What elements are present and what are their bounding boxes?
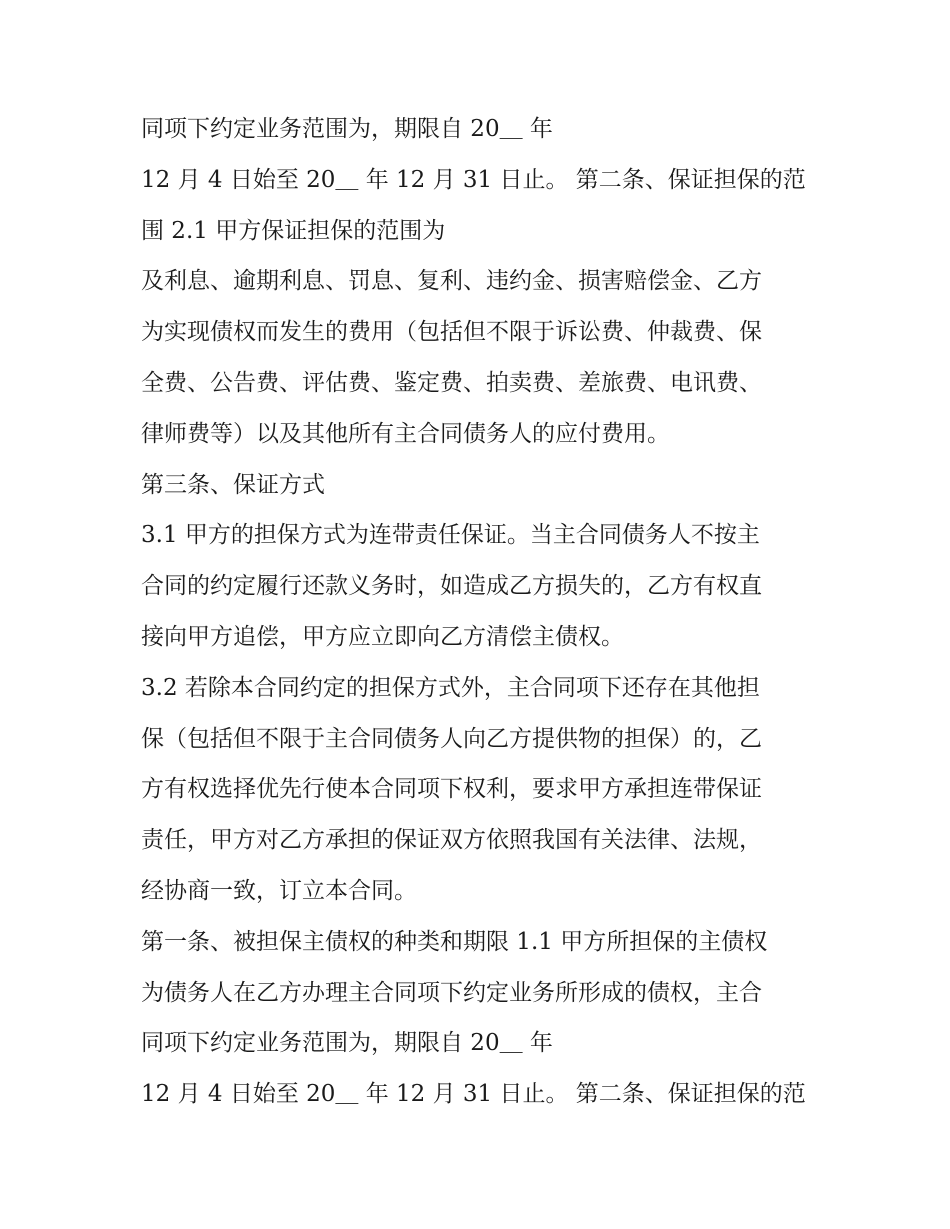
text-line: 第一条、被担保主债权的种类和期限 1.1 甲方所担保的主债权 — [141, 928, 768, 955]
text-line: 保（包括但不限于主合同债务人向乙方提供物的担保）的，乙 — [141, 725, 762, 752]
document-body — [141, 104, 821, 1120]
text-line: 12 月 4 日始至 20＿ 年 12 月 31 日止。 第二条、保证担保的范 — [141, 1081, 806, 1108]
text-line: 责任，甲方对乙方承担的保证双方依照我国有关法律、法规， — [141, 827, 762, 854]
text-line: 接向甲方追偿，甲方应立即向乙方清偿主债权。 — [141, 623, 624, 650]
text-line: 围 2.1 甲方保证担保的范围为 — [141, 217, 446, 244]
text-line: 3.2 若除本合同约定的担保方式外，主合同项下还存在其他担 — [141, 674, 760, 701]
text-line: 为债务人在乙方办理主合同项下约定业务所形成的债权，主合 — [141, 979, 762, 1006]
text-line: 律师费等）以及其他所有主合同债务人的应付费用。 — [141, 420, 670, 447]
text-line: 方有权选择优先行使本合同项下权利，要求甲方承担连带保证 — [141, 776, 762, 803]
text-line: 为实现债权而发生的费用（包括但不限于诉讼费、仲裁费、保 — [141, 319, 762, 346]
section-heading: 第三条、保证方式 — [141, 471, 325, 498]
text-line: 合同的约定履行还款义务时，如造成乙方损失的，乙方有权直 — [141, 573, 762, 600]
text-line: 同项下约定业务范围为，期限自 20＿ 年 — [141, 1030, 553, 1057]
text-line: 全费、公告费、评估费、鉴定费、拍卖费、差旅费、电讯费、 — [141, 369, 762, 396]
text-line: 经协商一致，订立本合同。 — [141, 877, 417, 904]
text-line: 3.1 甲方的担保方式为连带责任保证。当主合同债务人不按主 — [141, 522, 760, 549]
text-line: 同项下约定业务范围为，期限自 20＿ 年 — [141, 116, 553, 142]
text-line: 12 月 4 日始至 20＿ 年 12 月 31 日止。 第二条、保证担保的范 — [141, 166, 806, 193]
text-line: 及利息、逾期利息、罚息、复利、违约金、损害赔偿金、乙方 — [141, 268, 762, 295]
